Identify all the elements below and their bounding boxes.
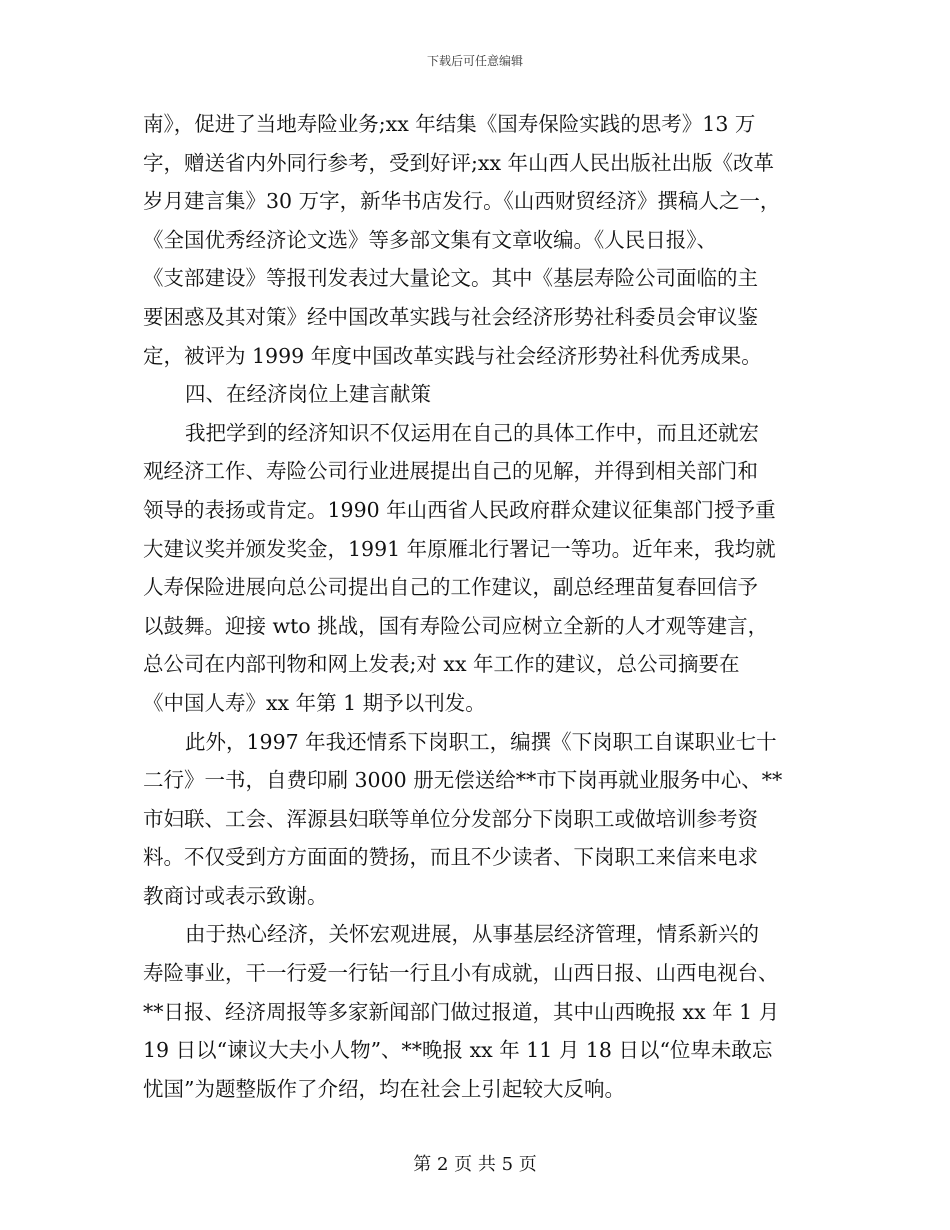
text-line: 定，被评为 1999 年度中国改革实践与社会经济形势社科优秀成果。 bbox=[143, 343, 762, 368]
text-line: 《全国优秀经济论文选》等多部文集有文章收编。《人民日报》、 bbox=[143, 227, 717, 252]
section-heading: 四、在经济岗位上建言献策 bbox=[185, 382, 431, 407]
header-note: 下载后可任意编辑 bbox=[426, 54, 523, 68]
text-line: 南》，促进了当地寿险业务;xx 年结集《国寿保险实践的思考》13 万 bbox=[143, 112, 756, 136]
text-line: **日报、经济周报等多家新闻部门做过报道，其中山西晚报 xx 年 1 月 bbox=[143, 999, 780, 1024]
text-line: 领导的表扬或肯定。1990 年山西省人民政府群众建议征集部门授予重 bbox=[143, 497, 776, 522]
text-line: 字，赠送省内外同行参考，受到好评;xx 年山西人民出版社出版《改革 bbox=[143, 150, 775, 175]
text-line: 《中国人寿》xx 年第 1 期予以刊发。 bbox=[143, 690, 486, 715]
text-line: 忧国”为题整版作了介绍，均在社会上引起较大反响。 bbox=[143, 1076, 625, 1101]
text-line: 岁月建言集》30 万字，新华书店发行。《山西财贸经济》撰稿人之一， bbox=[143, 189, 781, 214]
text-line: 《支部建设》等报刊发表过大量论文。其中《基层寿险公司面临的主 bbox=[143, 266, 758, 291]
paragraph-first-line: 此外，1997 年我还情系下岗职工，编撰《下岗职工自谋职业七十 bbox=[185, 729, 777, 754]
text-line: 寿险事业，干一行爱一行钻一行且小有成就，山西日报、山西电视台、 bbox=[143, 961, 779, 986]
text-line: 人寿保险进展向总公司提出自己的工作建议，副总经理苗复春回信予 bbox=[143, 575, 758, 600]
text-line: 教商讨或表示致谢。 bbox=[143, 883, 328, 908]
paragraph-first-line: 我把学到的经济知识不仅运用在自己的具体工作中，而且还就宏 bbox=[185, 420, 759, 445]
page-number: 第 2 页 共 5 页 bbox=[413, 1154, 537, 1175]
text-line: 观经济工作、寿险公司行业进展提出自己的见解，并得到相关部门和 bbox=[143, 459, 758, 484]
paragraph-first-line: 由于热心经济，关怀宏观进展，从事基层经济管理，情系新兴的 bbox=[185, 922, 759, 947]
text-line: 总公司在内部刊物和网上发表;对 xx 年工作的建议，总公司摘要在 bbox=[143, 652, 740, 677]
body-text bbox=[143, 105, 813, 1108]
text-line: 19 日以“谏议大夫小人物”、**晚报 xx 年 11 月 18 日以“位卑未敢忘 bbox=[143, 1038, 773, 1063]
text-line: 料。不仅受到方方面面的赞扬，而且不少读者、下岗职工来信来电求 bbox=[143, 845, 758, 870]
text-line: 市妇联、工会、浑源县妇联等单位分发部分下岗职工或做培训参考资 bbox=[143, 806, 758, 831]
text-line: 要困惑及其对策》经中国改革实践与社会经济形势社科委员会审议鉴 bbox=[143, 304, 758, 329]
text-line: 二行》一书，自费印刷 3000 册无偿送给**市下岗再就业服务中心、** bbox=[143, 768, 783, 793]
text-line: 大建议奖并颁发奖金，1991 年原雁北行署记一等功。近年来，我均就 bbox=[143, 536, 776, 561]
text-line: 以鼓舞。迎接 wto 挑战，国有寿险公司应树立全新的人才观等建言， bbox=[143, 613, 769, 638]
